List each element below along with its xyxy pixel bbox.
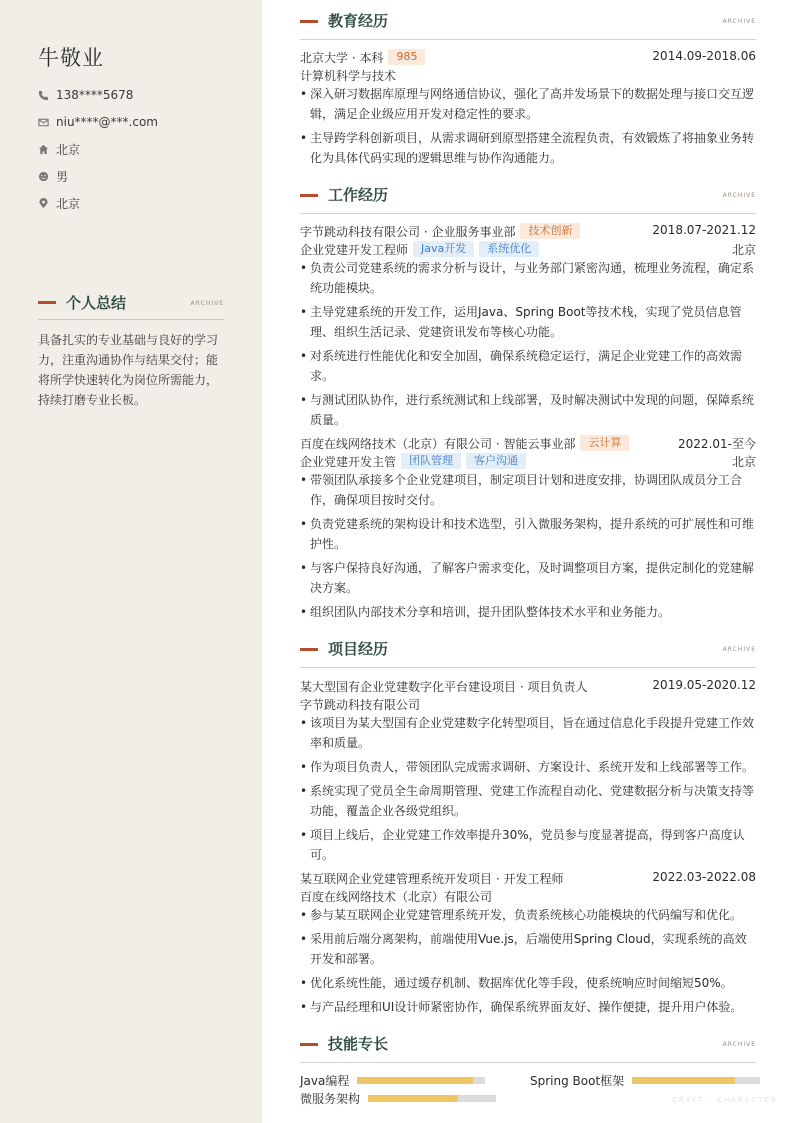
project-bullet: • 优化系统性能，通过缓存机制、数据库优化等手段，使系统响应时间缩短50%。 (300, 973, 756, 993)
role-tag: 系统优化 (479, 241, 539, 257)
project-company: 字节跳动科技有限公司 (300, 697, 421, 712)
education-header (300, 10, 756, 40)
job-company: 百度在线网络技术（北京）有限公司 · 智能云事业部 (300, 436, 576, 451)
project-name: 某互联网企业党建管理系统开发项目 · 开发工程师 (300, 871, 564, 886)
job-date: 2018.07-2021.12 (652, 223, 756, 237)
school-tag: 985 (388, 49, 425, 65)
archive-label: ARCHIVE (722, 192, 756, 199)
project-company: 百度在线网络技术（北京）有限公司 (300, 889, 493, 904)
job-bullet: • 负责公司党建系统的需求分析与设计，与业务部门紧密沟通，梳理业务流程，确定系统功能模块。 (300, 258, 756, 298)
job-location: 北京 (731, 455, 756, 469)
education-school-row (300, 48, 756, 66)
archive-label: ARCHIVE (722, 646, 756, 653)
home-icon (38, 144, 49, 155)
skill-name: Spring Boot框架 (530, 1073, 625, 1088)
contact-city (38, 194, 238, 212)
company-tag: 云计算 (580, 435, 629, 451)
education-bullet: • 主导跨学科创新项目，从需求调研到原型搭建全流程负责，有效锻炼了将抽象业务转化为具体代码实现的逻辑思维与协作沟通能力。 (300, 128, 756, 168)
section-accent-bar (300, 20, 318, 23)
role-tag: 团队管理 (401, 453, 461, 469)
project-bullet: • 参与某互联网企业党建管理系统开发，负责系统核心功能模块的代码编写和优化。 (300, 905, 756, 925)
skill-item (300, 1071, 485, 1089)
phone-text: 138****5678 (56, 88, 134, 102)
skill-bar (632, 1077, 760, 1084)
archive-label: ARCHIVE (722, 18, 756, 25)
summary-header (38, 292, 224, 320)
contact-gender (38, 167, 238, 185)
job-role-row (300, 452, 756, 470)
role-tag: 客户沟通 (466, 453, 526, 469)
job-bullet: • 与测试团队协作，进行系统测试和上线部署，及时解决测试中发现的问题，保障系统质量。 (300, 390, 756, 430)
contact-email (38, 113, 238, 131)
school-name: 北京大学 · 本科 (300, 50, 384, 65)
mail-icon (38, 117, 49, 128)
skills-title: 技能专长 (328, 1035, 389, 1053)
archive-label: ARCHIVE (722, 1041, 756, 1048)
skill-name: Java编程 (300, 1073, 350, 1088)
project-company-row (300, 887, 756, 905)
summary-text: 具备扎实的专业基础与良好的学习力，注重沟通协作与结果交付；能将所学快速转化为岗位所需能力，持续打磨专业长板。 (38, 333, 219, 407)
education-date: 2014.09-2018.06 (652, 49, 756, 63)
skill-name: 微服务架构 (300, 1091, 361, 1106)
section-accent-bar (300, 1043, 318, 1046)
summary-title: 个人总结 (66, 294, 127, 312)
skill-item (300, 1089, 496, 1107)
location-pin-icon (38, 198, 49, 209)
education-title: 教育经历 (328, 12, 389, 30)
project-name-row (300, 677, 756, 695)
watermark: CRAFT · CHARACTER (672, 1096, 778, 1104)
job-company-row (300, 222, 756, 240)
skill-bar-fill (357, 1077, 472, 1084)
skill-item (530, 1071, 760, 1089)
project-name: 某大型国有企业党建数字化平台建设项目 · 项目负责人 (300, 679, 588, 694)
project-bullet: • 作为项目负责人，带领团队完成需求调研、方案设计、系统开发和上线部署等工作。 (300, 757, 756, 777)
project-bullet: • 与产品经理和UI设计师紧密协作，确保系统界面友好、操作便捷，提升用户体验。 (300, 997, 756, 1017)
face-icon (38, 171, 49, 182)
project-name-row (300, 869, 756, 887)
candidate-name: 牛敬业 (38, 46, 104, 70)
job-location: 北京 (731, 243, 756, 257)
city-text: 北京 (56, 196, 81, 211)
job-company: 字节跳动科技有限公司 · 企业服务事业部 (300, 224, 516, 239)
skill-bar-fill (632, 1077, 734, 1084)
job-bullet: • 负责党建系统的架构设计和技术选型，引入微服务架构，提升系统的可扩展性和可维护性。 (300, 514, 756, 554)
job-bullet: • 主导党建系统的开发工作，运用Java、Spring Boot等技术栈，实现了党员信息管理、组织生活记录、党建资讯发布等核心功能。 (300, 302, 756, 342)
project-bullet: • 采用前后端分离架构，前端使用Vue.js，后端使用Spring Cloud，实现系统的高效开发和部署。 (300, 929, 756, 969)
job-role: 企业党建开发工程师 (300, 242, 409, 257)
project-date: 2019.05-2020.12 (652, 678, 756, 692)
skill-bar-fill (368, 1095, 458, 1102)
job-bullet: • 带领团队承接多个企业党建项目，制定项目计划和进度安排，协调团队成员分工合作，确保项目按时交付。 (300, 470, 756, 510)
role-tag: Java开发 (413, 241, 474, 257)
gender-text: 男 (56, 169, 69, 184)
projects-header (300, 638, 756, 668)
project-bullet: • 该项目为某大型国有企业党建数字化转型项目，旨在通过信息化手段提升党建工作效率和质量。 (300, 713, 756, 753)
project-bullet: • 项目上线后，企业党建工作效率提升30%，党员参与度显著提高，得到客户高度认可。 (300, 825, 756, 865)
contact-location (38, 140, 238, 158)
skill-bar (357, 1077, 485, 1084)
education-bullet: • 深入研习数据库原理与网络通信协议，强化了高并发场景下的数据处理与接口交互逻辑，满足企业级应用开发对稳定性的要求。 (300, 84, 756, 124)
archive-label: ARCHIVE (190, 300, 224, 307)
sidebar (0, 0, 262, 1123)
skills-header (300, 1033, 756, 1063)
company-tag: 技术创新 (520, 223, 580, 239)
job-role: 企业党建开发主管 (300, 454, 397, 469)
education-major-row (300, 66, 756, 84)
section-accent-bar (300, 194, 318, 197)
project-bullet: • 系统实现了党员全生命周期管理、党建工作流程自动化、党建数据分析与决策支持等功能，覆盖企业各级党组织。 (300, 781, 756, 821)
phone-icon (38, 90, 49, 101)
job-date: 2022.01-至今 (678, 437, 756, 451)
project-date: 2022.03-2022.08 (652, 870, 756, 884)
job-bullet: • 与客户保持良好沟通，了解客户需求变化，及时调整项目方案，提供定制化的党建解决方案。 (300, 558, 756, 598)
section-accent-bar (300, 648, 318, 651)
section-accent-bar (38, 301, 56, 304)
major: 计算机科学与技术 (300, 68, 397, 83)
work-title: 工作经历 (328, 186, 389, 204)
project-company-row (300, 695, 756, 713)
job-role-row (300, 240, 756, 258)
email-text: niu****@***.com (56, 115, 158, 129)
job-bullet: • 对系统进行性能优化和安全加固，确保系统稳定运行，满足企业党建工作的高效需求。 (300, 346, 756, 386)
location-text: 北京 (56, 142, 81, 157)
projects-title: 项目经历 (328, 640, 389, 658)
skill-bar (368, 1095, 496, 1102)
work-header (300, 184, 756, 214)
contact-phone (38, 86, 238, 104)
job-company-row (300, 434, 756, 452)
job-bullet: • 组织团队内部技术分享和培训，提升团队整体技术水平和业务能力。 (300, 602, 756, 622)
